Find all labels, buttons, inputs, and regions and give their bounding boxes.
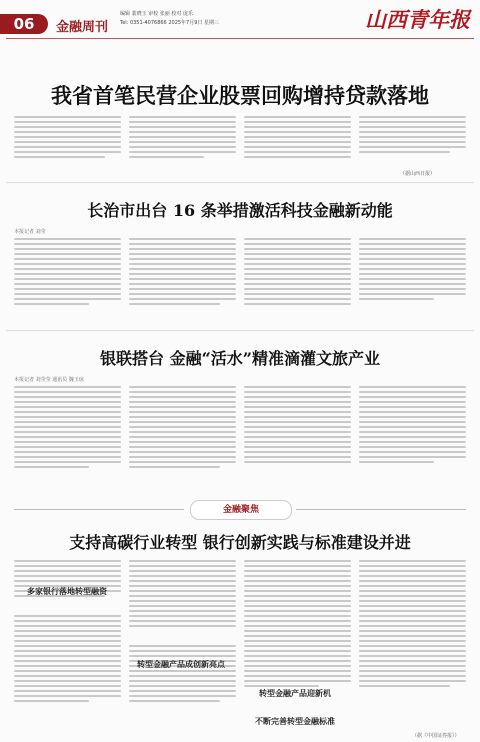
article1-source: （据山西日报） — [400, 171, 436, 177]
header-divider — [6, 38, 474, 39]
article3-byline: 本报记者 刘莹莹 通讯员 魏玉琼 — [14, 377, 84, 383]
article4-subhead-2: 转型金融产品成创新亮点 — [137, 660, 225, 669]
article4-subhead-3: 转型金融产品迎新机 — [259, 689, 331, 698]
article3-headline: 银联搭台 金融“活水”精准滴灌文旅产业 — [100, 349, 380, 368]
editor-meta-line1: 编辑 裴晓玉 审校 张丽 校对 庞乐 — [120, 11, 193, 17]
page-number: 06 — [0, 14, 48, 34]
divider-2 — [6, 330, 474, 331]
article1-headline: 我省首笔民营企业股票回购增持贷款落地 — [51, 83, 429, 108]
section-banner: 金融聚焦 — [190, 500, 292, 520]
editor-meta — [120, 10, 219, 28]
section-name: 金融周刊 — [56, 20, 109, 35]
banner-rule-left — [14, 509, 184, 510]
article1-body — [14, 116, 466, 168]
article4-subhead-1: 多家银行落地转型融资 — [27, 587, 107, 596]
article3-body — [14, 386, 466, 486]
article2-headline: 长治市出台 16 条举措激活科技金融新动能 — [87, 201, 393, 220]
page-header — [0, 0, 480, 38]
article4-source: （据《中国证券报》） — [412, 733, 460, 739]
editor-meta-line2: Tel: 0351-4076866 2025年7月9日 星期三 — [120, 20, 220, 26]
article4-headline: 支持高碳行业转型 银行创新实践与标准建设并进 — [69, 533, 411, 552]
article2-body — [14, 238, 466, 322]
banner-rule-right — [296, 509, 466, 510]
article4-subhead-4: 不断完善转型金融标准 — [255, 717, 335, 726]
divider-1 — [6, 182, 474, 183]
article2-byline: 本报记者 刘莹 — [14, 229, 46, 235]
newspaper-masthead: 山西青年报 — [365, 7, 470, 32]
